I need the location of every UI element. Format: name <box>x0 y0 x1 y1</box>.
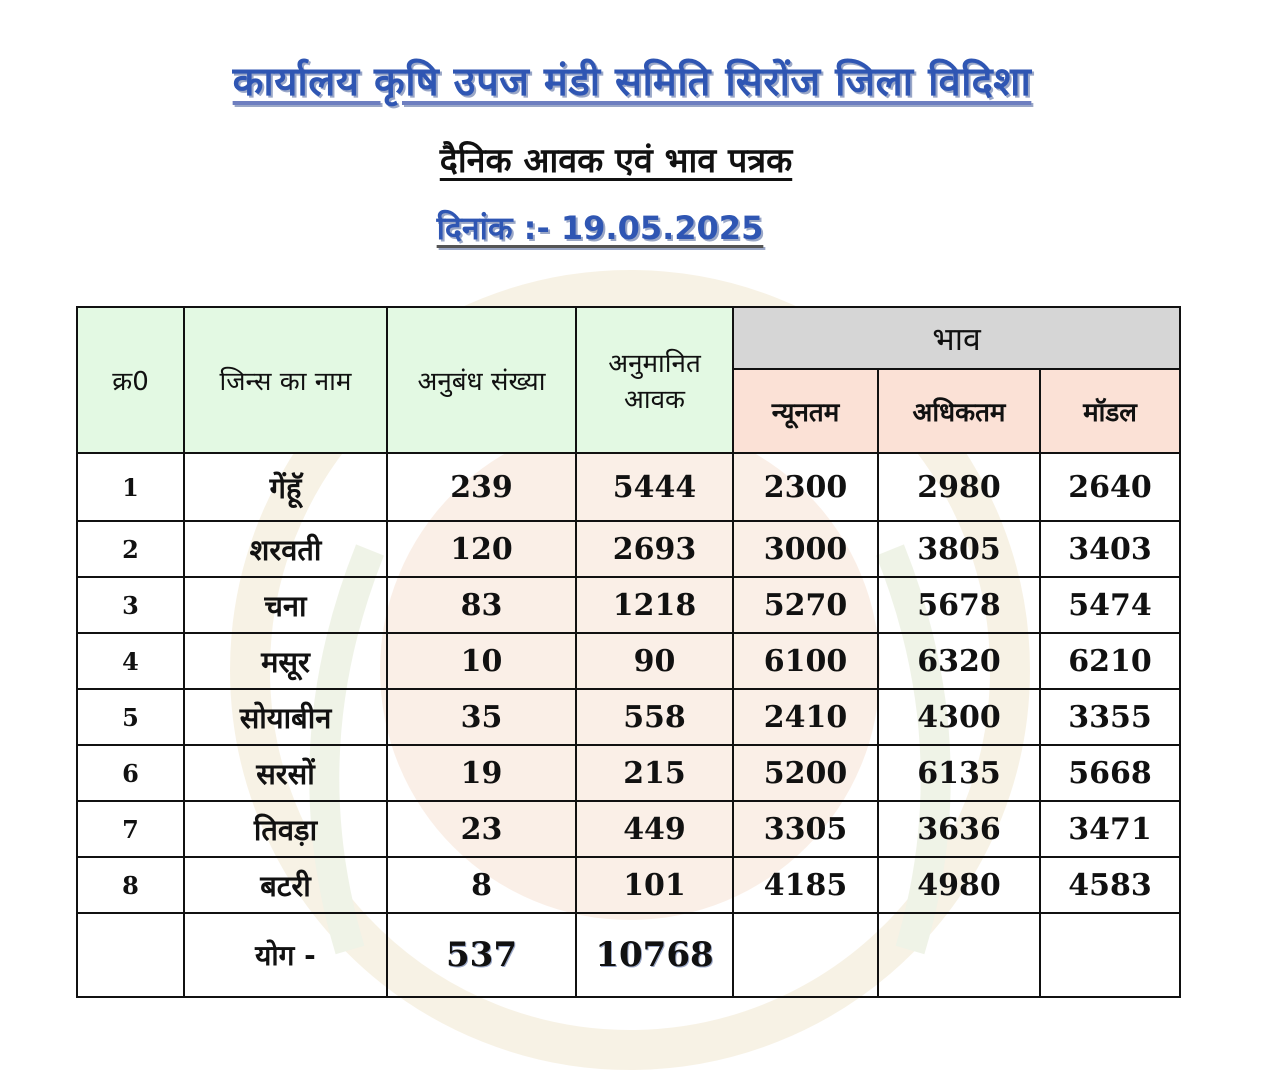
cell-contracts: 239 <box>387 453 576 521</box>
cell-arrival: 101 <box>576 857 733 913</box>
cell-max: 4300 <box>878 689 1040 745</box>
cell-modal: 5668 <box>1040 745 1180 801</box>
cell-arrival: 449 <box>576 801 733 857</box>
cell-modal: 2640 <box>1040 453 1180 521</box>
cell-commodity: मसूर <box>184 633 387 689</box>
cell-min: 3000 <box>733 521 878 577</box>
cell-contracts: 23 <box>387 801 576 857</box>
cell-serial: 5 <box>77 689 184 745</box>
col-header-commodity: जिन्स का नाम <box>184 307 387 453</box>
cell-contracts: 19 <box>387 745 576 801</box>
col-header-estimated-arrival <box>576 307 733 453</box>
cell-arrival: 5444 <box>576 453 733 521</box>
office-title: कार्यालय कृषि उपज मंडी समिति सिरोंज जिला विदिशा <box>232 59 1032 105</box>
cell-max: 3636 <box>878 801 1040 857</box>
cell-contracts: 10 <box>387 633 576 689</box>
total-arrival: 10768 <box>576 913 733 997</box>
cell-min: 3305 <box>733 801 878 857</box>
report-title: दैनिक आवक एवं भाव पत्रक <box>439 141 793 181</box>
cell-empty <box>733 913 878 997</box>
table-row <box>77 453 1180 521</box>
cell-commodity: शरवती <box>184 521 387 577</box>
cell-max: 6320 <box>878 633 1040 689</box>
cell-min: 2410 <box>733 689 878 745</box>
table-row <box>77 577 1180 633</box>
cell-max: 6135 <box>878 745 1040 801</box>
estimated-arrival-line2: आवक <box>624 385 685 415</box>
cell-modal: 3471 <box>1040 801 1180 857</box>
cell-arrival: 2693 <box>576 521 733 577</box>
cell-serial: 8 <box>77 857 184 913</box>
cell-max: 5678 <box>878 577 1040 633</box>
cell-arrival: 1218 <box>576 577 733 633</box>
cell-commodity: बटरी <box>184 857 387 913</box>
cell-empty <box>878 913 1040 997</box>
table-row <box>77 633 1180 689</box>
cell-commodity: गेंहूॅ <box>184 453 387 521</box>
cell-min: 6100 <box>733 633 878 689</box>
col-header-contracts: अनुबंध संख्या <box>387 307 576 453</box>
col-header-max: अधिकतम <box>878 369 1040 453</box>
cell-max: 4980 <box>878 857 1040 913</box>
cell-empty <box>77 913 184 997</box>
col-header-min: न्यूनतम <box>733 369 878 453</box>
cell-modal: 4583 <box>1040 857 1180 913</box>
col-header-price-group: भाव <box>733 307 1180 369</box>
cell-serial: 2 <box>77 521 184 577</box>
total-row <box>77 913 1180 997</box>
cell-serial: 1 <box>77 453 184 521</box>
cell-min: 4185 <box>733 857 878 913</box>
cell-contracts: 83 <box>387 577 576 633</box>
cell-serial: 7 <box>77 801 184 857</box>
cell-arrival: 215 <box>576 745 733 801</box>
table-row <box>77 521 1180 577</box>
estimated-arrival-line1: अनुमानित <box>608 349 701 379</box>
cell-contracts: 120 <box>387 521 576 577</box>
cell-min: 5200 <box>733 745 878 801</box>
table-row <box>77 857 1180 913</box>
cell-serial: 6 <box>77 745 184 801</box>
col-header-serial: क्र0 <box>77 307 184 453</box>
cell-commodity: तिवड़ा <box>184 801 387 857</box>
total-contracts: 537 <box>387 913 576 997</box>
total-label: योग - <box>184 913 387 997</box>
cell-max: 2980 <box>878 453 1040 521</box>
table-row <box>77 801 1180 857</box>
cell-commodity: सरसों <box>184 745 387 801</box>
cell-modal: 5474 <box>1040 577 1180 633</box>
daily-rates-table <box>76 306 1181 998</box>
cell-arrival: 90 <box>576 633 733 689</box>
cell-serial: 4 <box>77 633 184 689</box>
cell-commodity: सोयाबीन <box>184 689 387 745</box>
cell-commodity: चना <box>184 577 387 633</box>
col-header-modal: मॉडल <box>1040 369 1180 453</box>
cell-min: 2300 <box>733 453 878 521</box>
cell-contracts: 35 <box>387 689 576 745</box>
cell-arrival: 558 <box>576 689 733 745</box>
cell-max: 3805 <box>878 521 1040 577</box>
cell-modal: 3403 <box>1040 521 1180 577</box>
cell-min: 5270 <box>733 577 878 633</box>
cell-modal: 3355 <box>1040 689 1180 745</box>
cell-serial: 3 <box>77 577 184 633</box>
report-date: दिनांक :- 19.05.2025 <box>436 209 764 247</box>
cell-contracts: 8 <box>387 857 576 913</box>
cell-modal: 6210 <box>1040 633 1180 689</box>
table-row <box>77 689 1180 745</box>
table-row <box>77 745 1180 801</box>
cell-empty <box>1040 913 1180 997</box>
